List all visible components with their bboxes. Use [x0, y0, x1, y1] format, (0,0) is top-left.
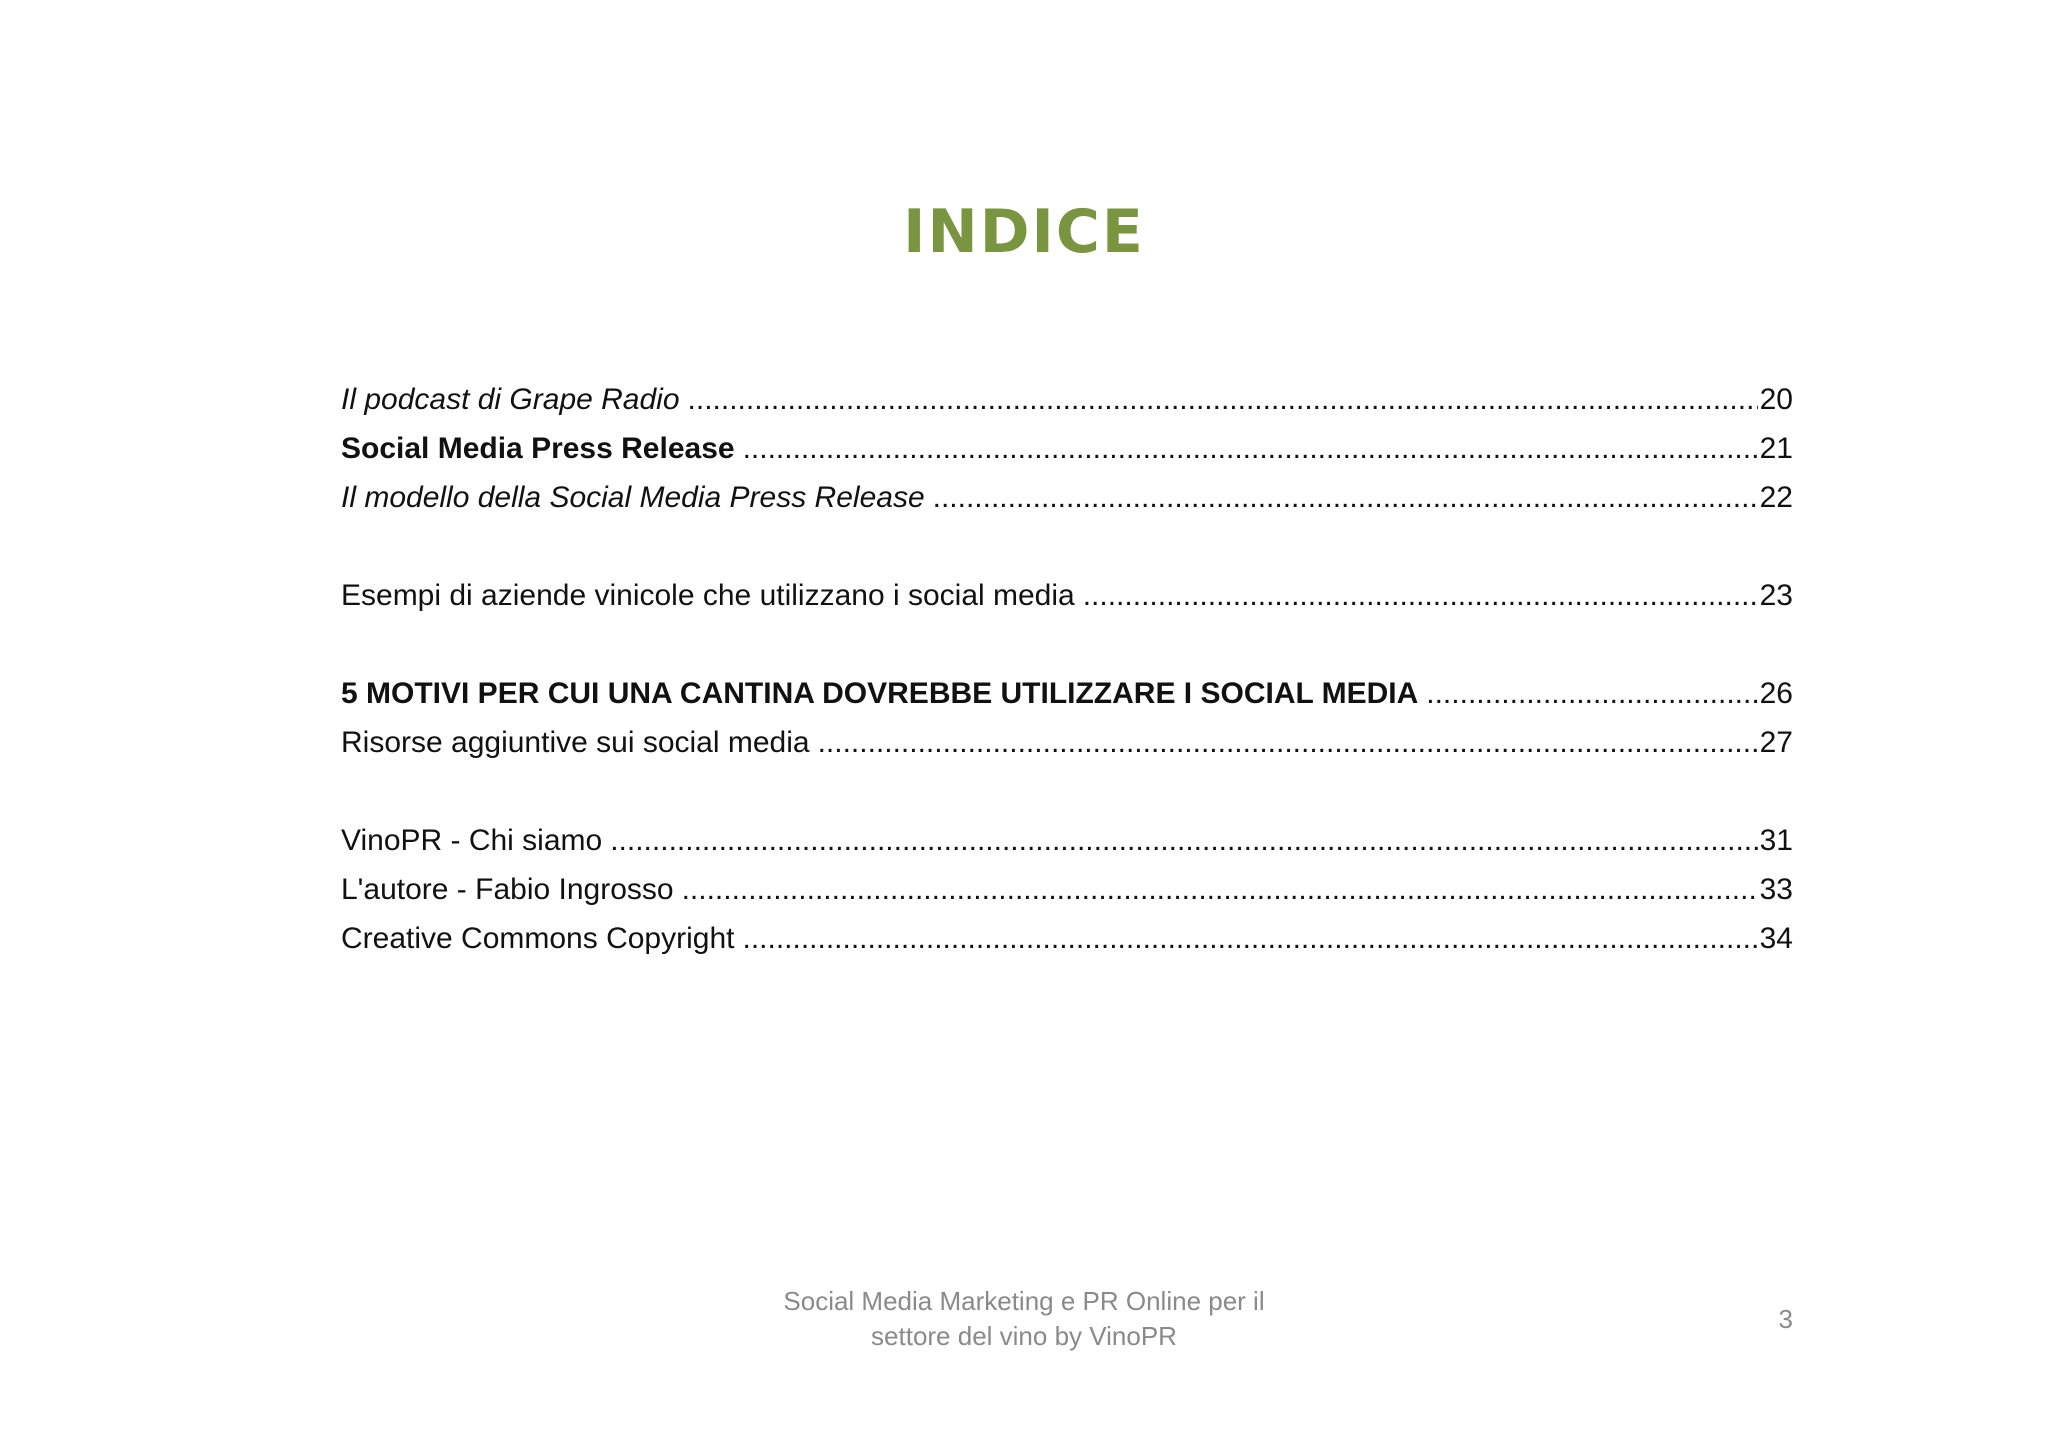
toc-entry-page: 20	[1759, 383, 1793, 416]
toc-entry[interactable]	[341, 473, 1793, 522]
page-number: 3	[1778, 1304, 1793, 1334]
toc-entry-page: 26	[1759, 677, 1793, 710]
toc-entry[interactable]	[341, 816, 1793, 865]
toc-entry[interactable]	[341, 669, 1793, 718]
toc-dot-leader	[743, 424, 1758, 473]
table-of-contents	[341, 375, 1793, 963]
toc-entry-page: 22	[1759, 481, 1793, 514]
page-footer	[724, 1284, 1324, 1354]
toc-entry-label: 5 MOTIVI PER CUI UNA CANTINA DOVREBBE UTILIZZARE I SOCIAL MEDIA	[341, 677, 1419, 710]
toc-dot-leader	[742, 914, 1757, 963]
toc-entry-page: 23	[1759, 579, 1793, 612]
toc-entry-page: 33	[1759, 873, 1793, 906]
toc-entry[interactable]	[341, 571, 1793, 620]
toc-entry-label: Social Media Press Release	[341, 432, 735, 465]
toc-entry-label: L'autore - Fabio Ingrosso	[341, 873, 674, 906]
toc-entry-page: 27	[1759, 726, 1793, 759]
toc-dot-leader	[1426, 669, 1757, 718]
toc-entry-page: 34	[1759, 922, 1793, 955]
toc-entry[interactable]	[341, 424, 1793, 473]
toc-entry[interactable]	[341, 865, 1793, 914]
footer-line: Social Media Marketing e PR Online per il	[783, 1286, 1265, 1316]
toc-dot-leader	[688, 375, 1758, 424]
toc-entry[interactable]	[341, 914, 1793, 963]
toc-dot-leader	[682, 865, 1758, 914]
toc-entry-label: Il podcast di Grape Radio	[341, 383, 680, 416]
toc-entry[interactable]	[341, 718, 1793, 767]
toc-dot-leader	[1083, 571, 1758, 620]
toc-entry-label: Creative Commons Copyright	[341, 922, 735, 955]
toc-entry[interactable]	[341, 375, 1793, 424]
toc-dot-leader	[818, 718, 1758, 767]
toc-entry-page: 31	[1759, 824, 1793, 857]
toc-entry-label: Risorse aggiuntive sui social media	[341, 726, 810, 759]
toc-entry-page: 21	[1759, 432, 1793, 465]
page-title: INDICE	[903, 197, 1145, 267]
toc-dot-leader	[933, 473, 1758, 522]
toc-entry-label: Il modello della Social Media Press Release	[341, 481, 925, 514]
toc-dot-leader	[610, 816, 1757, 865]
toc-entry-label: VinoPR - Chi siamo	[341, 824, 603, 857]
footer-line: settore del vino by VinoPR	[871, 1321, 1177, 1351]
toc-entry-label: Esempi di aziende vinicole che utilizzano i social media	[341, 579, 1075, 612]
